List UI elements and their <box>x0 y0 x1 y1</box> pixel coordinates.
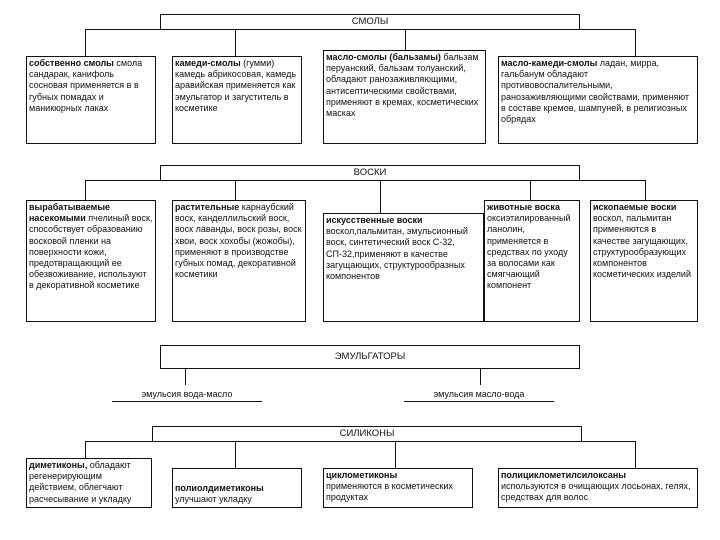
resin-title: масло-смолы (бальзамы) <box>326 52 441 62</box>
silicones-connector <box>235 441 236 468</box>
resin-title: собственно смолы <box>29 58 114 68</box>
wax-text: оксиэтилированный ланолин, применяется в средствах по уходу за волосами как смягчающий компонент <box>487 213 571 291</box>
waxes-connector <box>530 180 531 200</box>
emulsifiers-connector <box>480 368 481 385</box>
wax-text: воскол, пальмитан применяются в качестве загущающих, структурообразующих компонентов косметических изделий <box>593 213 691 280</box>
resin-box-balsam <box>323 50 486 144</box>
silicone-title: полициклометилсилоксаны <box>501 470 626 480</box>
resin-box-proper <box>26 56 156 144</box>
waxes-connector <box>85 180 86 200</box>
wax-text: воскол,пальмитан, эмульсионный воск, синтетический воск С-32, СП-32,применяют в качестве загущающих, структурообразных компонентов <box>326 226 468 282</box>
resin-text: смола сандарак, канифоль сосновая применяется в в губных помадах и маникюрных лаках <box>29 58 143 113</box>
emulsion-underline <box>112 401 262 402</box>
waxes-connector <box>380 180 381 213</box>
wax-title: ископаемые воски <box>593 202 677 212</box>
wax-box-fossil <box>590 200 698 322</box>
silicone-box-polyoldimethicones <box>172 468 302 508</box>
resins-connector <box>635 29 636 56</box>
resin-title: камеди-смолы <box>175 58 241 68</box>
resin-box-gum <box>172 56 302 144</box>
wax-text: карнаубский воск, канделлильский воск, воск лаванды, воск розы, воск хвои, воск хохобы (жожобы), применяют в производстве губных помад, декоративной косметики <box>175 202 302 280</box>
emulsion-water-oil: эмульсия вода-масло <box>141 389 233 399</box>
emulsion-oil-water: эмульсия масло-вода <box>433 389 525 399</box>
wax-title: животные воска <box>487 202 560 212</box>
wax-box-artificial <box>323 213 484 322</box>
resin-text: (гумми) камедь абрикосовая, камедь аравийская применяется как эмульгатор и загуститель в косметике <box>175 58 297 113</box>
silicone-box-cyclomethicones <box>323 468 473 508</box>
silicones-header: СИЛИКОНЫ <box>152 426 582 442</box>
resin-text: ладан, мирра, гальбанум обладают противовоспалительными, ранозаживляющими свойствами, применяют в составе кремов, шампуней, в религиозных обрядах <box>501 58 690 125</box>
silicone-box-polycyclomethylsiloxanes <box>498 468 698 508</box>
waxes-connector <box>645 180 646 200</box>
silicone-text: используются в очищающих лосьонах, гелях, средствах для волос <box>501 481 691 503</box>
silicone-text: применяются в косметических продуктах <box>326 481 453 503</box>
resins-header: СМОЛЫ <box>160 14 580 30</box>
resin-text: бальзам перуанский, бальзам толуанский, обладают ранозаживляющими, антисептическими свойствами, применяют в кремах, косметических масках <box>326 52 479 119</box>
silicones-connector <box>635 441 636 468</box>
wax-title: искусственные воски <box>326 215 423 225</box>
resins-connector <box>85 29 86 56</box>
silicone-title: полиолдиметиконы <box>175 483 264 493</box>
wax-title: растительные <box>175 202 240 212</box>
resin-box-oil-gum <box>498 56 698 144</box>
resins-connector <box>405 29 406 50</box>
emulsifiers-connector <box>185 368 186 385</box>
wax-title: вырабатываемые насекомыми <box>29 202 111 224</box>
silicone-text: обладают регенерирующим действием, облегчают расчесывание и укладку <box>29 460 132 504</box>
silicone-title: диметиконы, <box>29 460 88 470</box>
silicone-title: циклометиконы <box>326 470 398 480</box>
resins-connector <box>85 29 635 30</box>
emulsifiers-header: ЭМУЛЬГАТОРЫ <box>160 345 580 369</box>
silicones-connector <box>395 441 396 468</box>
wax-box-insect <box>26 200 156 322</box>
wax-box-animal <box>484 200 580 322</box>
resin-title: масло-камеди-смолы <box>501 58 598 68</box>
silicones-connector <box>85 441 86 458</box>
silicones-connector <box>85 441 635 442</box>
waxes-connector <box>85 180 645 181</box>
resins-connector <box>235 29 236 56</box>
silicone-box-dimethicones <box>26 458 152 508</box>
wax-text: пчелиный воск, способствует образованию восковой пленки на поверхности кожи, предотвращающий ее обезвоживание, используют в декоративной косметике <box>29 213 153 291</box>
waxes-header: ВОСКИ <box>160 165 580 181</box>
waxes-connector <box>235 180 236 200</box>
silicone-text: улучшают укладку <box>175 494 252 505</box>
emulsion-underline <box>404 401 554 402</box>
wax-box-plant <box>172 200 306 322</box>
